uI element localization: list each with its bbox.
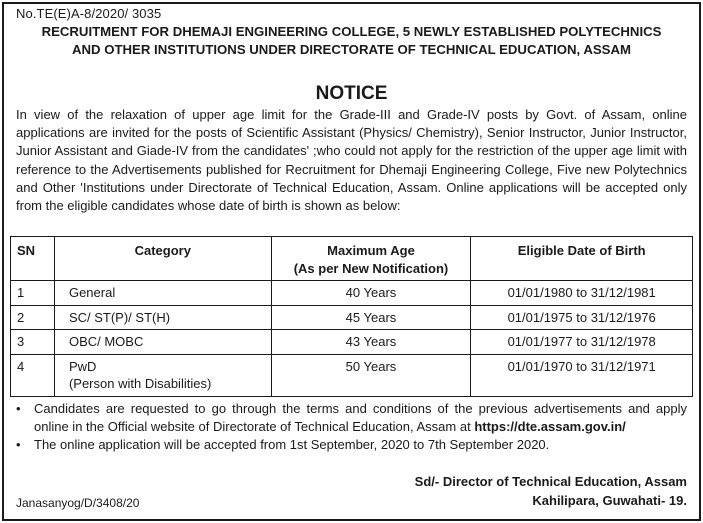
- header-sn: SN: [11, 237, 55, 281]
- recruitment-heading: RECRUITMENT FOR DHEMAJI ENGINEERING COLLEGE, 5 NEWLY ESTABLISHED POLYTECHNICS AND OTHER INSTITUTIONS UNDER DIRECTORATE OF TECHNICAL EDUCATION, ASSAM: [41, 24, 662, 57]
- table-row: [11, 305, 693, 330]
- instruction-text-1: Candidates are requested to go through the terms and conditions of the previous advertisements and apply online in the Official website of Directorate of Technical Education, Assam at: [34, 401, 687, 434]
- row-sn: 4: [11, 354, 55, 396]
- signature-line-1: Sd/- Director of Technical Education, Assam: [414, 474, 687, 489]
- signature-line-2: Kahilipara, Guwahati- 19.: [532, 493, 687, 508]
- notice-title: NOTICE: [315, 83, 388, 104]
- website-link[interactable]: https://dte.assam.gov.in/: [474, 418, 626, 434]
- janasanyog-code: Janasanyog/D/3408/20: [16, 496, 140, 510]
- table-row: [11, 281, 693, 306]
- header-max-age-line2: (As per New Notification): [293, 260, 449, 276]
- instruction-text-2: The online application will be accepted from 1st September, 2020 to 7th September 2020.: [34, 437, 550, 452]
- row-dob: 01/01/1970 to 31/12/1971: [471, 354, 693, 396]
- row-category: OBC/ MOBC: [54, 330, 271, 355]
- table-row: [11, 330, 693, 355]
- list-item: [16, 400, 687, 435]
- header-max-age: [271, 237, 471, 281]
- row-sn: 3: [11, 330, 55, 355]
- row-sn: 1: [11, 281, 55, 306]
- list-item: [16, 436, 687, 454]
- header-max-age-line1: Maximum Age: [327, 243, 415, 258]
- row-age: 43 Years: [271, 330, 471, 355]
- row-age: 50 Years: [271, 354, 471, 396]
- row-category-sub: (Person with Disabilities): [68, 376, 212, 391]
- row-sn: 2: [11, 305, 55, 330]
- instructions-list: [16, 400, 687, 455]
- row-category-main: PwD: [68, 358, 97, 374]
- eligibility-table: [10, 236, 693, 397]
- header-category: Category: [54, 237, 271, 281]
- row-category: [54, 354, 271, 396]
- body-paragraph: In view of the relaxation of upper age limit for the Grade-III and Grade-IV posts by Govt. of Assam, online applications are invited for the posts of Scientific Assistant (Physics/ Chemistry), Senior Instructor, Junior Instructor, Junior Assistant and Giade-IV from the candidates' ;who could not apply for the restriction of the upper age limit with reference to the Advertisements published for Recruitment for Dhemaji Engineering College, Five new Polytechnics and Other 'Institutions under Directorate of Technical Education, Assam. Online applications will be accepted only from the eligible candidates whose date of birth is shown as below:: [16, 107, 687, 214]
- row-dob: 01/01/1977 to 31/12/1978: [471, 330, 693, 355]
- row-age: 45 Years: [271, 305, 471, 330]
- row-category: SC/ ST(P)/ ST(H): [54, 305, 271, 330]
- table-row: [11, 354, 693, 396]
- bullet-icon: •: [16, 401, 21, 416]
- row-category: General: [54, 281, 271, 306]
- row-age: 40 Years: [271, 281, 471, 306]
- row-dob: 01/01/1975 to 31/12/1976: [471, 305, 693, 330]
- reference-number: No.TE(E)A-8/2020/ 3035: [16, 6, 162, 21]
- table-header-row: [11, 237, 693, 281]
- row-dob: 01/01/1980 to 31/12/1981: [471, 281, 693, 306]
- header-dob: Eligible Date of Birth: [471, 237, 693, 281]
- bullet-icon: •: [16, 437, 21, 452]
